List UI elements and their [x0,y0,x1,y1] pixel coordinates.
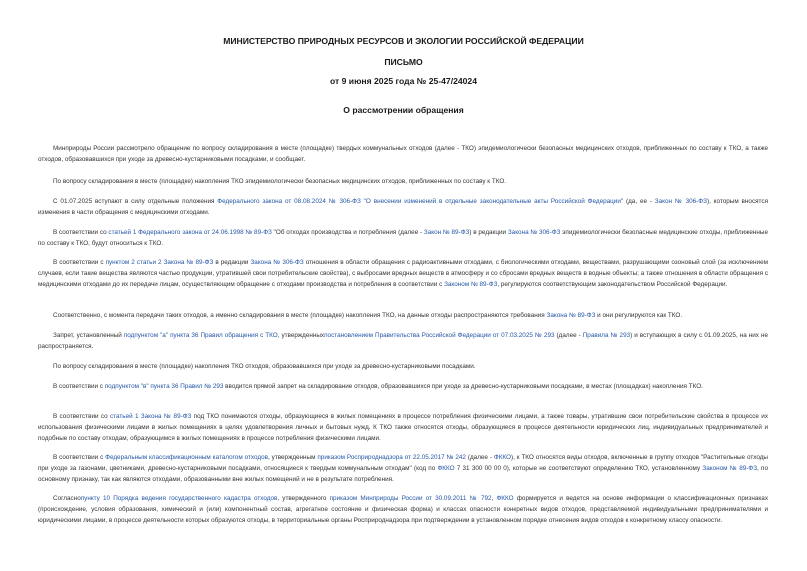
paragraph-text: формируется и ведется на основе информации о классификационных признаках (происхождение, условия образования, химический и (или) компонентный состав, агрегатное состояние и физическая форма) и классах опасности конкретных видов отходов, представляемой индивидуальными предпринимателями и юридическими лицами, в процессе деятельности которых образуются отходы, в территориальные органы Росприроднадзора при подтверждении в установленном порядке отнесения видов отходов к конкретному классу опасности. [38,495,768,524]
link-law-89-article-1[interactable]: статьей 1 Закона № 89-ФЗ [109,413,192,420]
link-fkko[interactable]: ФККО [437,465,455,472]
paragraph-text: В соответствии с [53,454,106,461]
paragraph-text: и они регулируются как ТКО. [595,312,683,319]
link-law-89-article-1[interactable]: статьей 1 Федерального закона от 24.06.1998 № 89-ФЗ [108,229,272,236]
paragraph-text: ) и вступающих в силу с 01.09.2025, на них не распространяется. [38,332,769,350]
paragraph-text: , утвержденным [267,454,318,461]
link-law-89[interactable]: Законом № 89-ФЗ [444,281,498,288]
link-rpn-order-242[interactable]: приказом Росприроднадзора от 22.05.2017 № 242 [317,454,466,461]
link-government-decree-293[interactable]: постановлением Правительства Российской Федерации от 07.03.2025 № 293 [324,332,555,339]
document-subject: О рассмотрении обращения [343,105,464,115]
ministry-title: МИНИСТЕРСТВО ПРИРОДНЫХ РЕСУРСОВ И ЭКОЛОГИИ РОССИЙСКОЙ ФЕДЕРАЦИИ [223,36,584,46]
link-law-89[interactable]: Закон № 89-ФЗ [423,229,470,236]
paragraph-text: 7 31 300 00 00 0), которые не соответствуют определению ТКО, установленному [454,465,703,472]
paragraph-8 [38,361,768,372]
paragraph-text: , регулируются соответствующим законодательством Российской Федерации. [497,281,728,288]
link-mnr-order-792[interactable]: приказом Минприроды России от 30.09.2011 № 792 [329,495,492,502]
paragraph-text: Согласно [53,495,81,502]
paragraph-text: Соответственно, с момента передачи таких отходов, а именно складирования в месте (площадке) накопления ТКО, на данные отходы распространяются требования [53,312,547,319]
paragraph-text: под ТКО понимаются отходы, образующиеся в жилых помещениях в процессе потребления физическими лицами, а также товары, утратившие свои потребительские свойства в процессе их использования физическими лицами в жилых помещениях в целях удовлетворения личных и бытовых нужд. К ТКО также относятся отходы, образующиеся в процессе деятельности юридических лиц, индивидуальных предпринимателей и подобные по составу отходам, образующимся в жилых помещениях в процессе потребления физическими лицами. [38,413,768,442]
paragraph-text: (далее - [554,332,583,339]
paragraph-text: В соответствии с [53,383,105,390]
paragraph-9 [38,381,768,392]
paragraph-text: В соответствии со [53,413,110,420]
paragraph-text: Запрет, установленный [53,332,124,339]
document-date-number: от 9 июня 2025 года № 25-47/24024 [330,76,477,86]
link-law-89[interactable]: Закона № 89-ФЗ [546,312,596,319]
paragraph-6 [38,310,768,321]
paragraph-text: С 01.07.2025 вступают в силу отдельные положения [53,198,218,205]
paragraph-text: ) в редакции [469,229,508,236]
link-rules-293[interactable]: Правила № 293 [582,332,631,339]
link-law-89-article-2[interactable]: пунктом 2 статьи 2 Закона № 89-ФЗ [105,259,214,266]
link-law-89[interactable]: Законом № 89-ФЗ [702,465,758,472]
paragraph-text: В соответствии со [53,229,109,236]
paragraph-text: По вопросу складирования в месте (площадке) накопления ТКО отходов, образовавшихся при уходе за древесно-кустарниковыми посадками. [53,363,476,370]
paragraph-4 [38,227,768,249]
paragraph-text: В соответствии с [53,259,106,266]
paragraph-text: ), к ТКО относятся виды отходов, включенные в группу отходов "Растительные отходы при уходе за газонами, цветниками, древесно-кустарниковыми посадками, относящиеся к твердым коммунальным отходам" (код по [38,454,768,472]
paragraph-text: , утвержденного [277,495,330,502]
link-law-306[interactable]: Закона № 306-ФЗ [250,259,304,266]
link-fkko[interactable]: ФККО [493,454,511,461]
link-rules-36a[interactable]: подпунктом "а" пункта 36 Правил обращения с ТКО [123,332,278,339]
link-cadastre-procedure-10[interactable]: пункту 10 Порядка ведения государственного кадастра отходов [80,495,278,502]
paragraph-11 [38,452,768,485]
paragraph-text: эпидемиологически безопасные медицинские отходы, приближенные по составу к ТКО, будут относиться к ТКО. [38,229,769,247]
paragraph-text: По вопросу складирования в месте (площадке) накопления ТКО эпидемиологически безопасных медицинских отходов, приближенных по составу к ТКО. [53,178,507,185]
link-law-306[interactable]: Закона № 306-ФЗ [507,229,561,236]
link-fkko-catalog[interactable]: Федеральным классификационным каталогом отходов [105,454,268,461]
document-type: ПИСЬМО [384,57,423,67]
paragraph-text: , [491,495,497,502]
paragraph-3 [38,196,768,218]
paragraph-10 [38,411,768,444]
paragraph-text: отношения в области обращения с радиоактивными отходами, с биологическими отходами, веществами, разрушающими озоновый слой (за исключением случаев, если такие вещества являются частью продукции, утратившей свои потребительские свойства), с выбросами вредных веществ в атмосферу и со сбросами вредных веществ в водные объекты; а также отношения в области обращения с медицинскими отходами до их передачи лицам, осуществляющим обращение с отходами производства и потребления в соответствии с [38,259,768,288]
paragraph-7 [38,330,768,352]
paragraph-text: , по основному признаку, так как являются отходами, образованными вне жилых помещений и не в результате потребления. [38,465,769,483]
paragraph-5 [38,257,768,290]
paragraph-text: ), которым вносятся изменения в части обращения с медицинскими отходами. [38,198,769,216]
paragraph-text: , утвержденных [277,332,325,339]
link-fkko[interactable]: ФККО [496,495,514,502]
paragraph-2 [38,176,768,187]
paragraph-1 [38,143,768,165]
paragraph-text: в редакции [213,259,251,266]
paragraph-text: (да, ее - [623,198,655,205]
link-rules-36v[interactable]: подпунктом "в" пункта 36 Правил № 293 [104,383,224,390]
link-law-306-short[interactable]: Закон № 306-ФЗ [654,198,707,205]
paragraph-text: (далее - [465,454,494,461]
paragraph-text: вводится прямой запрет на складирование отходов, образовавшихся при уходе за древесно-кустарниковыми посадками, в местах (площадках) накопления ТКО. [223,383,703,390]
paragraph-text: Минприроды России рассмотрело обращение по вопросу складирования в месте (площадке) твердых коммунальных отходов (далее - ТКО) эпидемиологически безопасных медицинских отходов, приближенных по составу к ТКО, а также отходов, образовавшихся при уходе за древесно-кустарниковыми посадками, и сообщает. [38,145,768,163]
link-law-306[interactable]: Федерального закона от 08.08.2024 № 306-ФЗ "О внесении изменений в отдельные законодательные акты Российской Федерации" [217,198,624,205]
paragraph-12 [38,493,768,526]
paragraph-text: "Об отходах производства и потребления (далее - [271,229,424,236]
